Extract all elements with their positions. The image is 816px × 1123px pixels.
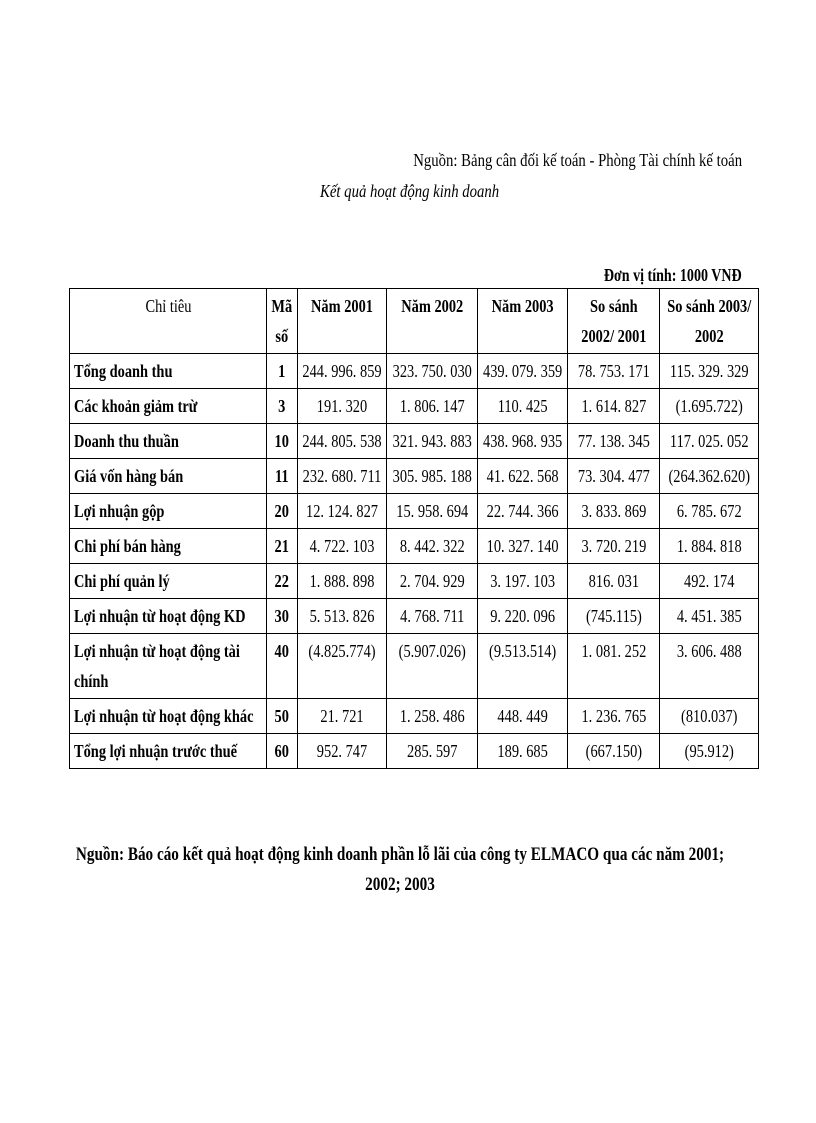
row-code: 30 [267, 599, 298, 634]
value-2003: 438. 968. 935 [478, 424, 568, 459]
row-code: 3 [267, 389, 298, 424]
report-title: Kết quả hoạt động kinh doanh [320, 181, 500, 201]
row-label: Tổng lợi nhuận trước thuế [70, 734, 267, 769]
unit-note: Đơn vị tính: 1000 VNĐ [604, 265, 742, 285]
table-row [70, 459, 759, 494]
header-cell: So sánh 2003/ 2002 [660, 289, 759, 354]
table-row [70, 699, 759, 734]
compare-2002-2001: 77. 138. 345 [568, 424, 660, 459]
table-row [70, 529, 759, 564]
table-header-row [70, 289, 759, 354]
value-2001: (4.825.774) [298, 634, 387, 699]
row-code: 21 [267, 529, 298, 564]
value-2003: 41. 622. 568 [478, 459, 568, 494]
row-label: Lợi nhuận gộp [70, 494, 267, 529]
table-body [70, 354, 759, 769]
header-cell: Năm 2002 [387, 289, 478, 354]
header-cell: Mã số [267, 289, 298, 354]
value-2002: 2. 704. 929 [387, 564, 478, 599]
value-2003: 10. 327. 140 [478, 529, 568, 564]
value-2001: 4. 722. 103 [298, 529, 387, 564]
value-2002: 15. 958. 694 [387, 494, 478, 529]
row-code: 50 [267, 699, 298, 734]
table-row [70, 734, 759, 769]
compare-2003-2002: (95.912) [660, 734, 759, 769]
value-2003: 9. 220. 096 [478, 599, 568, 634]
compare-2002-2001: 3. 720. 219 [568, 529, 660, 564]
value-2002: 8. 442. 322 [387, 529, 478, 564]
value-2001: 244. 805. 538 [298, 424, 387, 459]
header-cell: So sánh 2002/ 2001 [568, 289, 660, 354]
source-note-top: Nguồn: Bảng cân đối kế toán - Phòng Tài chính kế toán [413, 150, 742, 170]
row-label: Chi phí quản lý [70, 564, 267, 599]
value-2003: 189. 685 [478, 734, 568, 769]
compare-2002-2001: 1. 614. 827 [568, 389, 660, 424]
row-code: 11 [267, 459, 298, 494]
compare-2002-2001: 78. 753. 171 [568, 354, 660, 389]
value-2003: 110. 425 [478, 389, 568, 424]
compare-2003-2002: 492. 174 [660, 564, 759, 599]
value-2002: 321. 943. 883 [387, 424, 478, 459]
row-code: 60 [267, 734, 298, 769]
compare-2003-2002: 3. 606. 488 [660, 634, 759, 699]
compare-2002-2001: (745.115) [568, 599, 660, 634]
compare-2002-2001: 1. 081. 252 [568, 634, 660, 699]
row-label: Chi phí bán hàng [70, 529, 267, 564]
compare-2003-2002: 115. 329. 329 [660, 354, 759, 389]
value-2003: 439. 079. 359 [478, 354, 568, 389]
row-code: 20 [267, 494, 298, 529]
value-2002: 323. 750. 030 [387, 354, 478, 389]
row-label: Doanh thu thuần [70, 424, 267, 459]
row-label: Giá vốn hàng bán [70, 459, 267, 494]
value-2003: (9.513.514) [478, 634, 568, 699]
row-label: Các khoản giảm trừ [70, 389, 267, 424]
value-2002: 1. 806. 147 [387, 389, 478, 424]
row-code: 1 [267, 354, 298, 389]
row-label: Lợi nhuận từ hoạt động khác [70, 699, 267, 734]
value-2002: 285. 597 [387, 734, 478, 769]
value-2003: 448. 449 [478, 699, 568, 734]
row-label: Lợi nhuận từ hoạt động tài chính [70, 634, 267, 699]
header-cell: Năm 2003 [478, 289, 568, 354]
compare-2003-2002: (264.362.620) [660, 459, 759, 494]
compare-2003-2002: 6. 785. 672 [660, 494, 759, 529]
business-results-table [69, 288, 759, 769]
table-row [70, 599, 759, 634]
row-code: 40 [267, 634, 298, 699]
value-2001: 244. 996. 859 [298, 354, 387, 389]
value-2001: 191. 320 [298, 389, 387, 424]
value-2003: 22. 744. 366 [478, 494, 568, 529]
value-2001: 952. 747 [298, 734, 387, 769]
row-label: Lợi nhuận từ hoạt động KD [70, 599, 267, 634]
value-2001: 232. 680. 711 [298, 459, 387, 494]
table-row [70, 564, 759, 599]
value-2002: 305. 985. 188 [387, 459, 478, 494]
value-2001: 12. 124. 827 [298, 494, 387, 529]
row-code: 10 [267, 424, 298, 459]
compare-2003-2002: (810.037) [660, 699, 759, 734]
compare-2003-2002: 117. 025. 052 [660, 424, 759, 459]
compare-2002-2001: 816. 031 [568, 564, 660, 599]
table-row [70, 354, 759, 389]
compare-2003-2002: 4. 451. 385 [660, 599, 759, 634]
compare-2003-2002: (1.695.722) [660, 389, 759, 424]
table-row [70, 424, 759, 459]
row-label: Tổng doanh thu [70, 354, 267, 389]
value-2001: 5. 513. 826 [298, 599, 387, 634]
table-row [70, 389, 759, 424]
compare-2002-2001: 73. 304. 477 [568, 459, 660, 494]
compare-2002-2001: (667.150) [568, 734, 660, 769]
table-row [70, 634, 759, 699]
value-2002: 1. 258. 486 [387, 699, 478, 734]
compare-2003-2002: 1. 884. 818 [660, 529, 759, 564]
compare-2002-2001: 3. 833. 869 [568, 494, 660, 529]
compare-2002-2001: 1. 236. 765 [568, 699, 660, 734]
header-cell: Chỉ tiêu [70, 289, 267, 354]
source-note-bottom: Nguồn: Báo cáo kết quả hoạt động kinh doanh phần lỗ lãi của công ty ELMACO qua các năm 2001; 2002; 2003 [75, 844, 725, 895]
value-2003: 3. 197. 103 [478, 564, 568, 599]
value-2001: 1. 888. 898 [298, 564, 387, 599]
header-cell: Năm 2001 [298, 289, 387, 354]
table-row [70, 494, 759, 529]
value-2001: 21. 721 [298, 699, 387, 734]
row-code: 22 [267, 564, 298, 599]
value-2002: (5.907.026) [387, 634, 478, 699]
value-2002: 4. 768. 711 [387, 599, 478, 634]
